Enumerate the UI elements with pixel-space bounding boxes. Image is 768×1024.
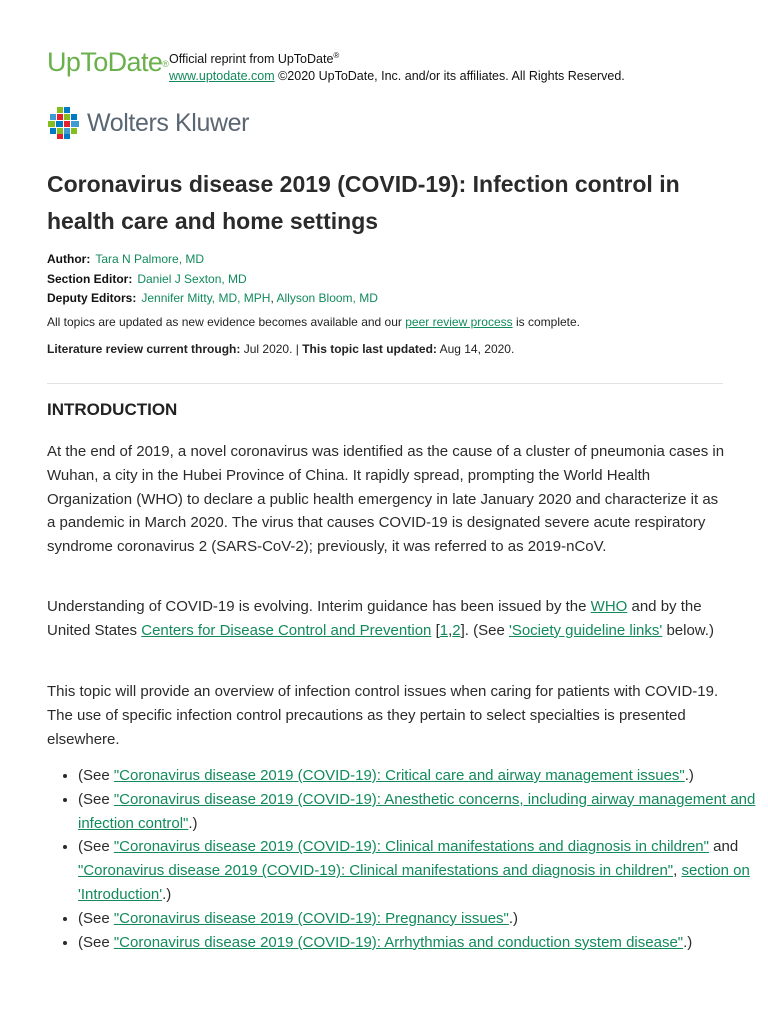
author-link[interactable]: Tara N Palmore, MD [95,252,205,266]
reference-link[interactable]: 1 [439,621,449,639]
wolters-kluwer-wordmark: Wolters Kluwer [87,108,250,137]
topic-section-link[interactable]: section on 'Introduction' [78,862,750,903]
list-item: • (See "Coronavirus disease 2019 (COVID-19): Critical care and airway management issues".) [78,764,758,788]
header [47,46,625,85]
topic-link[interactable]: "Coronavirus disease 2019 (COVID-19): Critical care and airway management issues" [113,767,685,784]
who-link[interactable]: WHO [590,598,628,615]
reprint-notice: Official reprint from UpToDate® www.uptodate.com ©2020 UpToDate, Inc. and/or its affiliates. All Rights Reserved. [169,51,625,84]
intro-paragraph: At the end of 2019, a novel coronavirus was identified as the cause of a cluster of pneumonia cases in Wuhan, a city in the Hubei Province of China. It rapidly spread, prompting the World Health Organization (WHO) to declare a public health emergency in late January 2020 and characterize it as a pandemic in March 2020. The virus that causes COVID-19 is designated severe acute respiratory syndrome coronavirus 2 (SARS-CoV-2); previously, it was referred to as 2019-nCoV. [47,443,725,556]
society-guideline-link[interactable]: 'Society guideline links' [508,621,663,639]
copyright-text: ©2020 UpToDate, Inc. and/or its affiliates. All Rights Reserved. [278,69,625,84]
wolters-kluwer-mosaic-icon [47,106,81,140]
related-topics-list [47,764,758,954]
uptodate-site-link[interactable]: www.uptodate.com [169,69,275,84]
uptodate-logo[interactable]: UpToDate® [47,47,169,77]
literature-review-line: Literature review current through: Jul 2020. | This topic last updated: Aug 14, 2020. [47,342,515,356]
reference-link[interactable]: 2 [452,621,461,639]
cdc-link[interactable]: Centers for Disease Control and Prevention [141,621,432,639]
list-item: • (See "Coronavirus disease 2019 (COVID-19): Arrhythmias and conduction system disease".) [78,931,758,955]
deputy-editor-link[interactable]: Allyson Bloom, MD [276,291,378,305]
author-line: Author: Tara N Palmore, MD [47,252,205,266]
article-title: Coronavirus disease 2019 (COVID-19): Infection control in health care and home settings [47,171,680,234]
list-item: • (See "Coronavirus disease 2019 (COVID-19): Pregnancy issues".) [78,907,758,931]
topic-link[interactable]: "Coronavirus disease 2019 (COVID-19): Anesthetic concerns, including airway management and infection control" [78,790,756,832]
topic-link[interactable]: "Coronavirus disease 2019 (COVID-19): Clinical manifestations and diagnosis in children" [113,838,709,856]
wolters-kluwer-logo [47,106,249,140]
reprint-line: Official reprint from UpToDate [169,52,334,67]
update-notice: All topics are updated as new evidence becomes available and our peer review process is complete. [47,315,580,329]
article-credits [47,250,378,309]
deputy-editors-line: Deputy Editors: Jennifer Mitty, MD, MPH, Allyson Bloom, MD [47,291,378,305]
section-divider [47,383,723,384]
topic-link[interactable]: "Coronavirus disease 2019 (COVID-19): Arrhythmias and conduction system disease" [113,933,684,951]
section-heading-introduction: INTRODUCTION [47,400,178,419]
section-editor-line: Section Editor: Daniel J Sexton, MD [47,271,247,286]
peer-review-link[interactable]: peer review process [405,315,513,329]
section-editor-link[interactable]: Daniel J Sexton, MD [137,271,247,286]
list-item: • (See "Coronavirus disease 2019 (COVID-19): Anesthetic concerns, including airway management and infection control".) [78,788,758,836]
list-item: • (See "Coronavirus disease 2019 (COVID-19): Clinical manifestations and diagnosis in children" and "Coronavirus disease 2019 (COVID-19): Clinical manifestations and diagnosis in children", section on 'Introduction'.) [78,835,758,906]
deputy-editor-link[interactable]: Jennifer Mitty, MD, MPH [141,291,271,305]
scope-paragraph: This topic will provide an overview of infection control issues when caring for patients with COVID-19. The use of specific infection control precautions as they pertain to select specialties is presented elsewhere. [47,683,719,748]
guidance-paragraph: Understanding of COVID-19 is evolving. Interim guidance has been issued by the WHO and by the United States Centers for Disease Control and Prevention [1,2]. (See 'Society guideline links' below.) [47,598,714,639]
topic-link[interactable]: "Coronavirus disease 2019 (COVID-19): Pregnancy issues" [113,909,509,927]
topic-link[interactable]: "Coronavirus disease 2019 (COVID-19): Clinical manifestations and diagnosis in children" [78,862,674,880]
